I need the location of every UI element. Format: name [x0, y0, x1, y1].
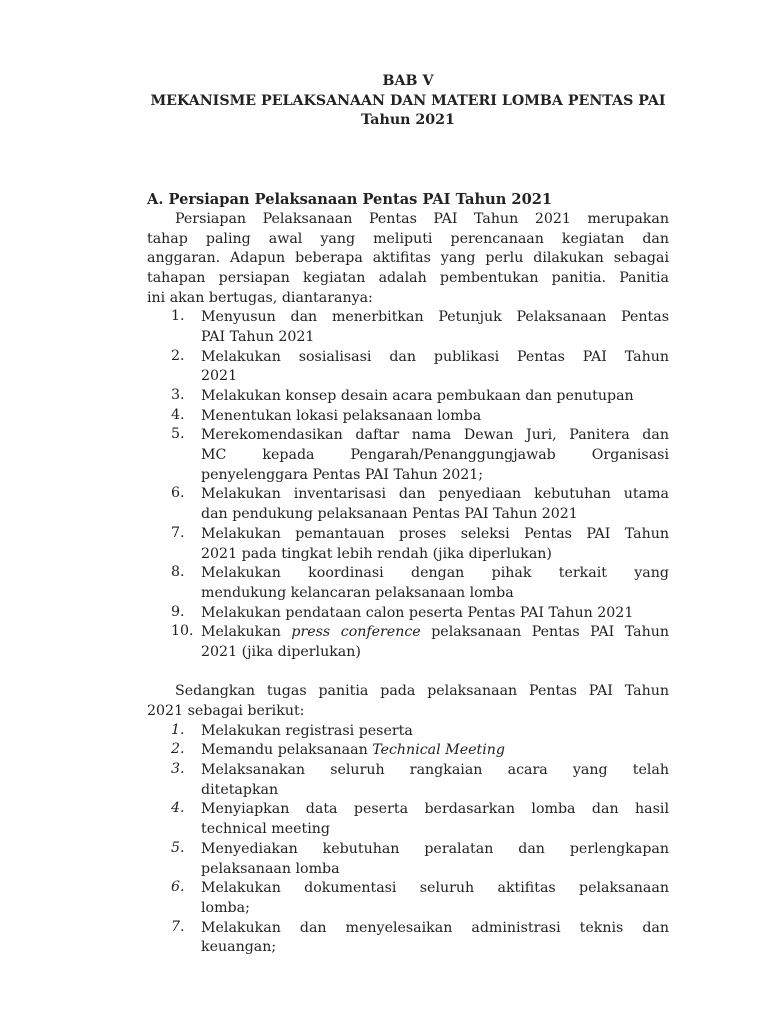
list-item	[147, 426, 669, 485]
list-item-line: keuangan;	[201, 939, 277, 956]
paragraph-line: Persiapan Pelaksanaan Pentas PAI Tahun 2021 merupakan	[175, 210, 669, 227]
paragraph-line: Sedangkan tugas panitia pada pelaksanaan Pentas PAI Tahun	[175, 683, 669, 700]
list-item-pre-text: Melakukan	[201, 624, 292, 641]
list-item-line: Melakukan inventarisasi dan penyediaan kebutuhan utama	[201, 486, 669, 503]
list-item-line: Menyediakan kebutuhan peralatan dan perlengkapan	[201, 840, 669, 857]
document-page	[147, 72, 669, 958]
list-number: 4.	[171, 406, 185, 423]
list-item-line: dan pendukung pelaksanaan Pentas PAI Tahun 2021	[201, 506, 578, 523]
list-item-line: Melakukan sosialisasi dan publikasi Pentas PAI Tahun	[201, 348, 669, 365]
list-item-line: Melakukan dan menyelesaikan administrasi teknis dan	[201, 919, 669, 936]
list-number: 8.	[171, 564, 185, 581]
list-item-line: mendukung kelancaran pelaksanaan lomba	[201, 584, 514, 601]
paragraph-line: 2021 sebagai berikut:	[147, 703, 305, 719]
list-item-line: 2021 pada tingkat lebih rendah (jika diperlukan)	[201, 545, 552, 562]
list-item-post-text: pelaksanaan Pentas PAI Tahun	[420, 624, 669, 641]
paragraph-line: anggaran. Adapun beberapa aktifitas yang perlu dilakukan sebagai	[147, 250, 669, 267]
list-number: 7.	[171, 918, 185, 935]
list-item	[147, 604, 669, 624]
list-item	[147, 800, 669, 839]
list-number: 2.	[171, 741, 185, 758]
list-item-line: 2021	[201, 368, 238, 385]
list-item	[147, 840, 669, 879]
list-item	[147, 525, 669, 564]
list-number: 6.	[171, 485, 185, 502]
list-item-line: Menyusun dan menerbitkan Petunjuk Pelaksanaan Pentas	[201, 309, 669, 326]
chapter-label: BAB V	[382, 73, 434, 89]
paragraph-line: tahapan persiapan kegiatan adalah pembentukan panitia. Panitia	[147, 269, 669, 286]
list-item	[147, 761, 669, 800]
list-number: 5.	[171, 839, 185, 856]
implementation-duties-list	[147, 722, 669, 958]
list-item-line: penyelenggara Pentas PAI Tahun 2021;	[201, 466, 484, 483]
list-item-line: technical meeting	[201, 821, 331, 838]
committee-duties-list	[147, 308, 669, 662]
list-item	[147, 623, 669, 662]
list-item-line: lomba;	[201, 899, 250, 916]
list-item-line: Melaksanakan seluruh rangkaian acara yang telah	[201, 762, 669, 779]
list-number: 9.	[171, 603, 185, 620]
list-item-line: Melakukan pemantauan proses seleksi Pentas PAI Tahun	[201, 525, 669, 542]
list-number: 7.	[171, 524, 185, 541]
list-item-line: ditetapkan	[201, 781, 279, 798]
list-number: 10.	[171, 623, 194, 640]
list-number: 3.	[171, 387, 185, 403]
section-heading: A. Persiapan Pelaksanaan Pentas PAI Tahun 2021	[147, 191, 553, 209]
list-item-line	[201, 623, 669, 643]
list-number: 6.	[171, 879, 185, 896]
list-item	[147, 387, 669, 407]
list-item	[147, 348, 669, 387]
list-number: 3.	[171, 761, 185, 778]
list-number: 1.	[171, 721, 185, 738]
list-item-italic-text: press conference	[291, 624, 421, 641]
list-item-line: Melakukan konsep desain acara pembukaan dan penutupan	[201, 388, 634, 404]
list-item-line: PAI Tahun 2021	[201, 328, 315, 345]
list-item	[147, 879, 669, 918]
list-item-line: MC kepada Pengarah/Penanggungjawab Organisasi	[201, 447, 669, 464]
list-item	[147, 308, 669, 347]
list-item	[147, 722, 669, 742]
list-item	[147, 564, 669, 603]
list-item	[147, 741, 669, 761]
list-number: 4.	[171, 800, 185, 817]
list-number: 5.	[171, 426, 185, 443]
intro-paragraph	[147, 210, 669, 308]
second-paragraph	[147, 682, 669, 721]
list-item-line: 2021 (jika diperlukan)	[201, 643, 361, 660]
list-number: 1.	[171, 308, 185, 325]
paragraph-line: ini akan bertugas, diantaranya:	[147, 289, 373, 306]
list-item-italic-text: Technical Meeting	[372, 742, 505, 759]
list-item-line: Melakukan dokumentasi seluruh aktifitas pelaksanaan	[201, 880, 669, 897]
list-item-line: Melakukan registrasi peserta	[201, 722, 413, 739]
list-item	[147, 919, 669, 958]
chapter-title: MEKANISME PELAKSANAAN DAN MATERI LOMBA PENTAS PAI	[150, 92, 666, 109]
paragraph-line: tahap paling awal yang meliputi perencanaan kegiatan dan	[147, 230, 669, 247]
list-item-line: Melakukan pendataan calon peserta Pentas PAI Tahun 2021	[201, 604, 634, 621]
list-item	[147, 407, 669, 427]
list-item-line: Menentukan lokasi pelaksanaan lomba	[201, 407, 482, 424]
list-item-pre-text: Memandu pelaksanaan	[201, 742, 373, 759]
list-item	[147, 485, 669, 524]
list-item-line: Melakukan koordinasi dengan pihak terkait yang	[201, 565, 669, 582]
list-item-line: Menyiapkan data peserta berdasarkan lomba dan hasil	[201, 801, 669, 818]
list-item-line	[201, 741, 669, 761]
list-item-line: Merekomendasikan daftar nama Dewan Juri, Panitera dan	[201, 427, 669, 444]
list-number: 2.	[171, 347, 185, 364]
chapter-year: Tahun 2021	[361, 112, 455, 129]
list-item-line: pelaksanaan lomba	[201, 860, 340, 877]
